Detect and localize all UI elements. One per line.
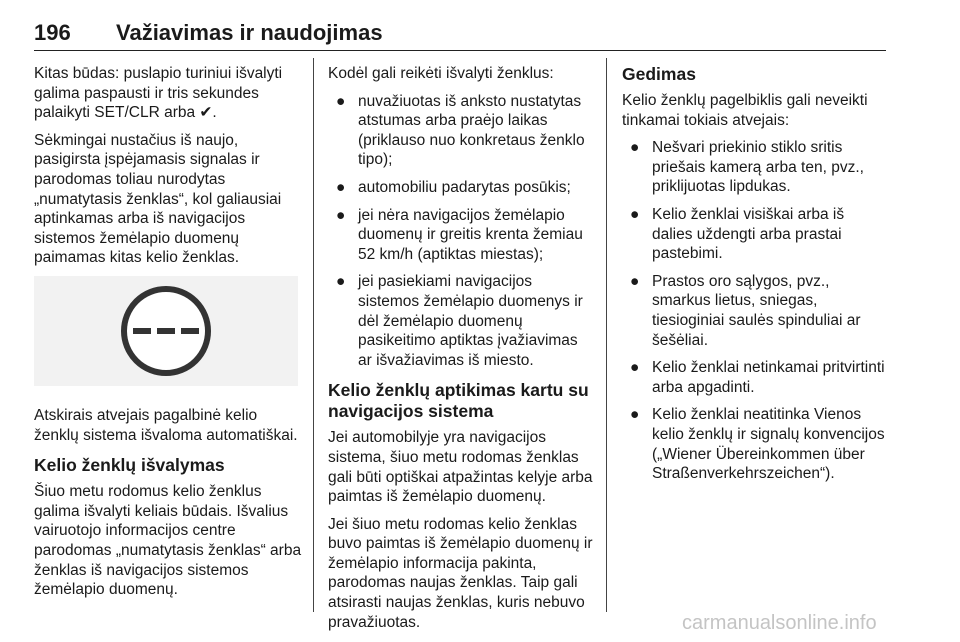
bullet-icon: ● (336, 178, 346, 196)
paragraph-why-clear: Kodėl gali reikėti išvalyti ženklus: (328, 65, 554, 82)
column-right (622, 64, 888, 492)
list-item: ● Kelio ženklai neatitinka Vienos kelio ženklų ir signalų konvencijos („Wiener Übereinkommen über Straßenverkehrszeichen“). (630, 406, 885, 483)
list-item: ● Kelio ženklai netinkamai pritvirtinti arba apgadinti. (630, 359, 885, 396)
bullet-icon: ● (630, 359, 640, 377)
paragraph-reset-success: Sėkmingai nustačius iš naujo, pasigirsta įspėjamasis signalas ir parodomas toliau nurodytas „numatytasis ženklas“, kol galiausiai aptinkamas arba iš navigacijos sistemos žemėlapio duomenų paimamas kitas kelio ženklas. (34, 131, 282, 267)
bullet-icon: ● (630, 139, 640, 157)
paragraph-clear-ways: Šiuo metu rodomus kelio ženklus galima išvalyti keliais būdais. Išvalius vairuotojo informacijos centre parodomas „numatytasis ženklas“ arba ženklas iš navigacijos sistemos žemėlapio duomenų. (34, 483, 302, 599)
clear-reasons-list (328, 92, 594, 371)
column-middle (328, 64, 594, 640)
bullet-icon: ● (336, 206, 346, 224)
list-item: ● jei pasiekiami navigacijos sistemos žemėlapio duomenys ir dėl žemėlapio duomenų pasikeitimo aptiktas įvažiavimas ar išvažiavimas iš miesto. (336, 273, 583, 369)
bullet-icon: ● (630, 272, 640, 290)
list-item: ● nuvažiuotas iš anksto nustatytas atstumas arba praėjo laikas (priklauso nuo konkretaus ženklo tipo); (336, 92, 585, 169)
heading-faults: Gedimas (622, 64, 696, 84)
page-title: Važiavimas ir naudojimas (116, 20, 383, 45)
paragraph-auto-clear: Atskirais atvejais pagalbinė kelio ženklų sistema išvaloma automatiškai. (34, 406, 298, 444)
default-sign-icon (116, 281, 216, 381)
watermark-text: carmanualsonline.info (682, 612, 877, 634)
heading-sign-clearing: Kelio ženklų išvalymas (34, 455, 225, 476)
page-number: 196 (34, 20, 71, 45)
bullet-icon: ● (630, 406, 640, 424)
list-item: ● Prastos oro sąlygos, pvz., smarkus lietus, sniegas, tiesioginiai saulės spinduliai ar šešėliai. (630, 272, 861, 349)
column-left (34, 64, 304, 608)
list-item: ● Nešvari priekinio stiklo sritis priešais kamerą arba ten, pvz., priklijuotas lipdukas. (630, 139, 864, 196)
faults-list (622, 138, 888, 484)
column-divider-1 (313, 58, 314, 612)
default-sign-figure (34, 276, 298, 386)
list-item: ● jei nėra navigacijos žemėlapio duomenų ir greitis krenta žemiau 52 km/h (aptiktas miestas); (336, 206, 583, 263)
bullet-icon: ● (630, 205, 640, 223)
page-header (34, 20, 886, 51)
paragraph-map-change: Jei šiuo metu rodomas kelio ženklas buvo paimtas iš žemėlapio duomenų ir žemėlapio informacija pakinta, parodomas naujas ženklas. Taip gali atsirasti naujas ženklas, kuris nebuvo pravažiuotas. (328, 515, 593, 631)
paragraph-nav-system: Jei automobilyje yra navigacijos sistema, šiuo metu rodomas ženklas gali būti optiškai atpažintas kelyje arba paimtas iš žemėlapio duomenų. (328, 429, 593, 506)
bullet-icon: ● (336, 92, 346, 110)
bullet-icon: ● (336, 273, 346, 291)
heading-nav-detection: Kelio ženklų aptikimas kartu su navigacijos sistema (328, 380, 589, 422)
column-divider-2 (606, 58, 607, 612)
paragraph-clear-method: Kitas būdas: puslapio turiniui išvalyti galima paspausti ir tris sekundes palaikyti SET/CLR arba ✔. (34, 65, 283, 122)
list-item: ● Kelio ženklai visiškai arba iš dalies uždengti arba prastai pastebimi. (630, 205, 845, 263)
list-item: ● automobiliu padarytas posūkis; (336, 178, 571, 196)
paragraph-faults-intro: Kelio ženklų pagelbiklis gali neveikti tinkamai tokiais atvejais: (622, 92, 868, 129)
